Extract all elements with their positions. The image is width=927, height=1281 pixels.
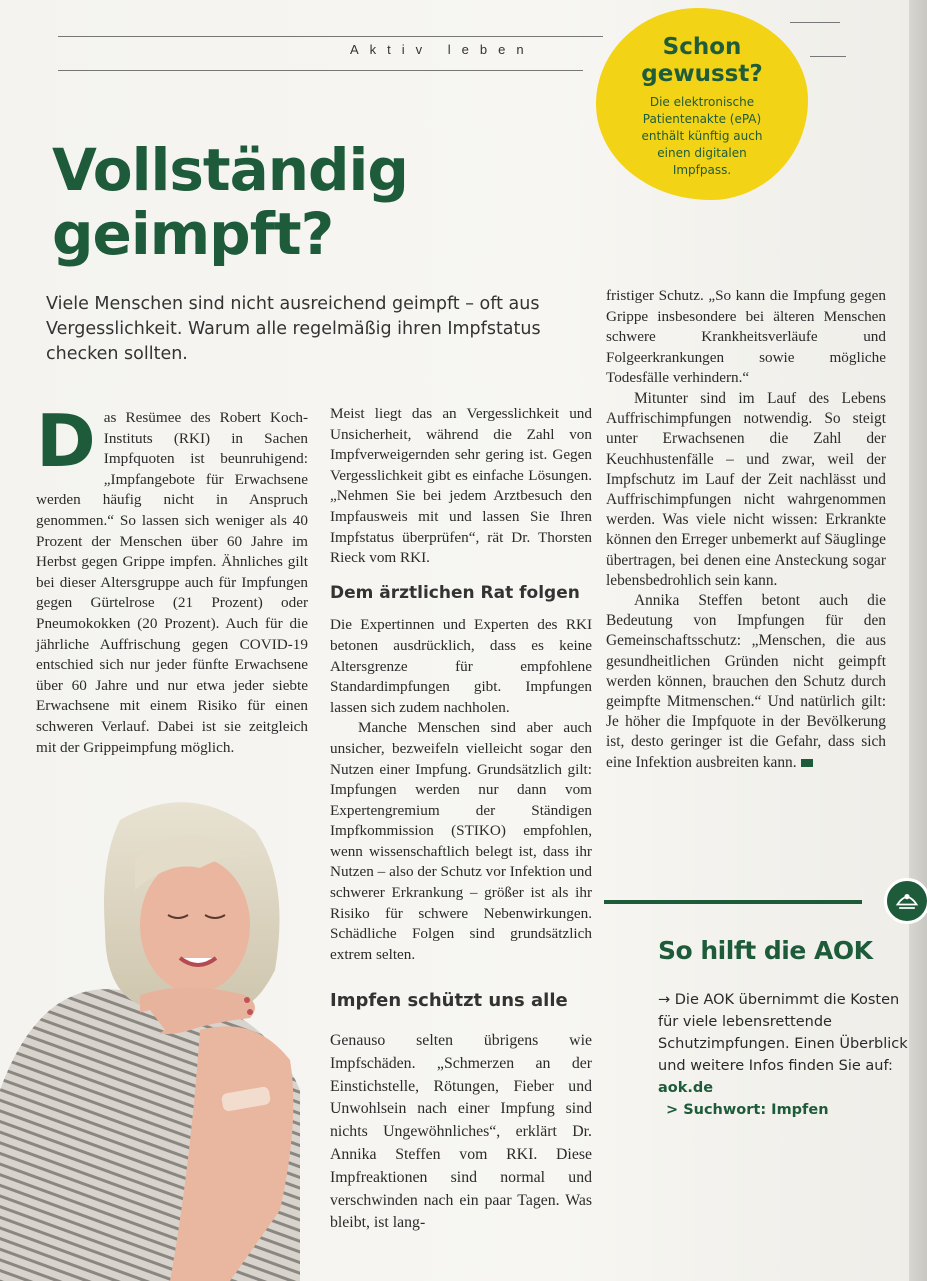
article-column-2 [330, 404, 592, 1235]
photo-woman-vaccinated [0, 790, 320, 1281]
badge-title [596, 34, 808, 88]
col2-paragraph-1: Meist liegt das an Vergesslichkeit und Unsicherheit, während die Zahl von Impfverweigernden sehr gering ist. Gegen Vergesslichkeit gibt es einfache Lösungen. „Nehmen Sie bei jedem Arztbesuch den Impfausweis mit und lassen Sie Ihren Impfstatus überprüfen“, rät Dr. Thorsten Rieck vom RKI. [330, 405, 592, 567]
article-column-3 [606, 286, 886, 773]
next-page-edge [909, 0, 927, 1281]
col3-paragraph-3-text: Annika Steffen betont auch die Bedeutung von Impfungen für den Gemeinschaftsschutz: „Menschen, die aus gesundheitlichen Gründen nicht geimpft werden können, brauchen den Schutz durch geimpfte Mitmenschen.“ Und natürlich gilt: Je höher die Impfquote in der Bevölkerung ist, desto geringer ist die Gefahr, dass sich eine Infektion ausbreiten kann. [606, 592, 886, 771]
subheading-2: Impfen schützt uns alle [330, 990, 568, 1012]
col3-paragraph-1: fristiger Schutz. „So kann die Impfung gegen Grippe insbesondere bei älteren Menschen schwere Krankheitsverläufe und Folgeerkrankungen sowie mögliche Todesfälle verhindern.“ [606, 287, 886, 387]
col1-paragraph: as Resümee des Robert Koch-Instituts (RKI) in Sachen Impfquoten ist beunruhigend: „Impfangebote für Erwachsene werden häufig nicht in Anspruch genommen.“ So lassen sich weniger als 40 Prozent der Menschen über 60 Jahre im Herbst gegen Grippe impfen. Ähnliches gilt bei dieser Altersgruppe auch für Impfungen gegen Gürtelrose (21 Prozent) oder Pneumokokken (20 Prozent). Auch für die jährliche Auffrischung gegen COVID-19 entschied sich nur jeder fünfte Erwachsene über 60 Jahre und nur etwa jeder siebte Erwachsene mit einem Risiko für einen schweren Verlauf. Dabei ist sie zeitgleich mit der Grippeimpfung möglich. [36, 409, 308, 756]
header-rule-right [790, 22, 840, 23]
col2-paragraph-2: Die Expertinnen und Experten des RKI betonen ausdrücklich, dass es keine Altersgrenze für empfohlene Standardimpfungen gibt. Impfungen lassen sich zudem nachholen. [330, 616, 592, 716]
aok-divider [604, 900, 862, 904]
title-line1: Vollständig [52, 136, 408, 204]
aok-info-box [658, 936, 908, 1121]
end-mark [801, 759, 813, 767]
aok-link[interactable]: aok.de [658, 1080, 714, 1096]
badge-title-line2: gewusst? [641, 61, 763, 87]
col3-paragraph-2: Mitunter sind im Lauf des Lebens Auffrischimpfungen notwendig. So steigt unter Erwachsenen die Zahl der Keuchhustenfälle – und zwar, weil der Impfschutz im Lauf der Zeit nachlässt und Auffrischimpfungen nicht wahrgenommen werden. Was viele nicht wissen: Erkrankte können den Erreger unbemerkt auf Säuglinge übertragen, bei denen eine Ansteckung sogar lebensbedrohlich sein kann. [606, 389, 886, 589]
header-rule-right2 [810, 56, 846, 57]
article-column-1 [36, 399, 308, 758]
title-line2: geimpft? [52, 200, 334, 268]
page-title [52, 138, 492, 266]
subheading-1: Dem ärztlichen Rat folgen [330, 582, 580, 603]
col2-paragraph-3: Manche Menschen sind aber auch unsicher, bezweifeln vielleicht sogar den Nutzen einer Impfung. Grundsätzlich gilt: Impfungen werden nur dann vom Expertengremium der Ständigen Impfkommission (STIKO) empfohlen, wenn wissenschaftlich belegt ist, dass ihr Nutzen – also der Schutz vor Infektion und schwerer Erkrankung – größer ist als ihr Risiko für schwere Nebenwirkungen. Schädliche Folgen sind grundsätzlich extrem selten. [330, 719, 592, 963]
header-rule-top [58, 36, 603, 37]
drop-cap: D [36, 399, 96, 483]
aok-search-term: > Suchwort: Impfen [666, 1102, 829, 1118]
col2-paragraph-4: Genauso selten übrigens wie Impfschäden. „Schmerzen an der Einstichstelle, Rötungen, Fieber und Unwohlsein nach einer Impfung sind nichts Ungewöhnliches“, erklärt Dr. Annika Steffen vom RKI. Diese Impfreaktionen sind normal und verschwinden nach ein paar Tagen. Was bleibt, ist lang- [330, 1032, 592, 1232]
aok-text: → Die AOK übernimmt die Kosten für viele lebensrettende Schutzimpfungen. Einen Überblick und weitere Infos finden Sie auf: [658, 992, 908, 1074]
badge-text: Die elektronische Patientenakte (ePA) enthält künftig auch einen digitalen Impfpass. [641, 95, 763, 177]
header-rule-bottom [58, 70, 583, 71]
section-label: Aktiv leben [350, 42, 535, 57]
lead-text: Viele Menschen sind nicht ausreichend geimpft – oft aus Vergesslichkeit. Warum alle regelmäßig ihren Impfstatus checken sollten. [46, 294, 541, 364]
col3-paragraph-3 [606, 591, 886, 773]
did-you-know-badge [596, 8, 808, 200]
badge-title-line1: Schon [662, 34, 742, 60]
aok-title: So hilft die AOK [658, 936, 873, 965]
aok-logo-icon [884, 878, 927, 924]
